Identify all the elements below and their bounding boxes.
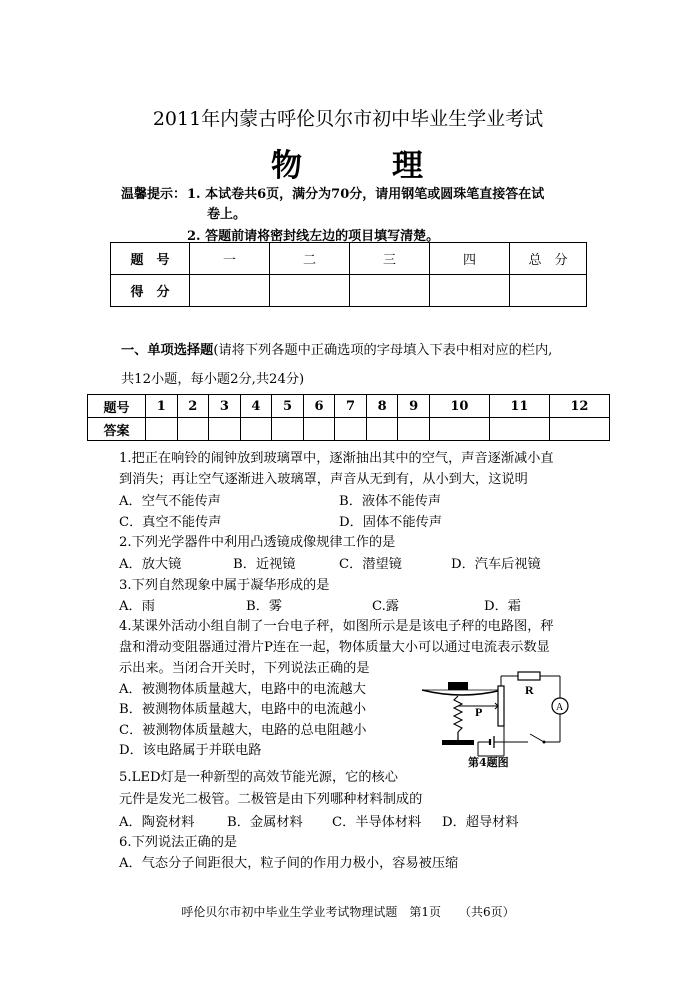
q2-stem: 2.下列光学器件中利用凸透镜成像规律工作的是: [119, 535, 396, 550]
answer-number: 4: [240, 395, 272, 418]
q5-option-b: B．金属材料: [227, 815, 303, 830]
answer-row: [88, 418, 610, 441]
score-cell: 四: [430, 243, 510, 275]
q3-option-b: B．雾: [246, 599, 283, 614]
q1-option-b: B．液体不能传声: [339, 494, 442, 509]
q1-option-c: C．真空不能传声: [119, 515, 222, 530]
answer-cell[interactable]: [489, 418, 549, 441]
q3-option-d: D．霜: [484, 599, 521, 614]
subject-char-2: 理: [392, 148, 425, 184]
q4-line2: 盘和滑动变阻器通过滑片P连在一起，物体质量大小可以通过电流表示数显: [119, 640, 550, 655]
q6-stem: 6.下列说法正确的是: [119, 835, 238, 850]
q2-option-c: C．潜望镜: [339, 557, 402, 572]
score-cell: 题 号: [111, 243, 190, 275]
answer-cell[interactable]: [366, 418, 398, 441]
tips-item1-line1: 1. 本试卷共6页，满分为70分，请用钢笔或圆珠笔直接答在试: [187, 187, 545, 202]
section1-heading: [121, 339, 552, 358]
label-r: R: [525, 683, 534, 697]
answer-number: 7: [335, 395, 367, 418]
answer-number: 6: [303, 395, 335, 418]
score-input-cell[interactable]: [190, 275, 270, 307]
page-footer: 呼伦贝尔市初中毕业生学业考试物理试题 第1页 （共6页）: [181, 905, 515, 919]
answer-cell[interactable]: [303, 418, 335, 441]
q5-line2: 元件是发光二极管。二极管是由下列哪种材料制成的: [119, 792, 423, 807]
score-input-cell[interactable]: [270, 275, 350, 307]
q5-option-c: C．半导体材料: [332, 815, 422, 830]
answer-cell[interactable]: [209, 418, 241, 441]
answer-number: 8: [366, 395, 398, 418]
answer-number: 11: [489, 395, 549, 418]
answer-cell[interactable]: [240, 418, 272, 441]
score-input-cell[interactable]: [350, 275, 430, 307]
answer-cell[interactable]: [429, 418, 489, 441]
q4-option-a: A．被测物体质量越大，电路中的电流越大: [119, 682, 366, 697]
q1-option-a: A．空气不能传声: [119, 494, 221, 509]
scale-object: [448, 682, 468, 690]
q2-option-d: D．汽车后视镜: [451, 557, 541, 572]
score-cell: 一: [190, 243, 270, 275]
section1-instruction2: 共12小题，每小题2分,共24分): [121, 372, 305, 387]
q5-option-a: A．陶瓷材料: [119, 815, 195, 830]
answer-cell[interactable]: [335, 418, 367, 441]
q5-option-d: D．超导材料: [442, 815, 519, 830]
label-a: A: [556, 702, 564, 713]
label-p: P: [475, 705, 483, 719]
q5-line1: 5.LED灯是一种新型的高效节能光源，它的核心: [119, 770, 398, 785]
answer-number: 5: [272, 395, 304, 418]
q1-line2: 到消失；再让空气逐渐进入玻璃罩，声音从无到有，从小到大，这说明: [119, 472, 528, 487]
q4-line3: 示出来。当闭合开关时，下列说法正确的是: [119, 661, 370, 676]
answer-cell[interactable]: [146, 418, 178, 441]
score-table: [110, 242, 587, 307]
q3-stem: 3.下列自然现象中属于凝华形成的是: [119, 578, 330, 593]
score-cell: 三: [350, 243, 430, 275]
circuit-diagram: [418, 668, 580, 766]
scale-pan: [422, 690, 502, 695]
score-input-cell[interactable]: [430, 275, 510, 307]
q6-option-a: A．气态分子间距很大，粒子间的作用力极小，容易被压缩: [119, 856, 459, 871]
subject-title: [0, 140, 696, 185]
scale-base: [442, 740, 474, 745]
subject-char-1: 物: [271, 148, 304, 184]
tips-item2: 2. 答题前请将密封线左边的项目填写清楚。: [187, 229, 440, 244]
answer-cell[interactable]: [398, 418, 430, 441]
answer-number: 9: [398, 395, 430, 418]
section1-heading-label: 一、单项选择题: [121, 343, 214, 358]
answer-number: 1: [146, 395, 178, 418]
tips-item1-line2: 卷上。: [207, 207, 247, 222]
answer-header-row: [88, 395, 610, 418]
score-cell: 得 分: [111, 275, 190, 307]
q1-option-d: D．固体不能传声: [339, 515, 442, 530]
answer-number: 2: [177, 395, 209, 418]
figure-caption: 第4题图: [468, 756, 509, 769]
spring: [454, 696, 462, 732]
answer-cell[interactable]: [272, 418, 304, 441]
score-cell: 总 分: [510, 243, 587, 275]
q4-option-d: D．该电路属于并联电路: [119, 743, 262, 758]
answer-cell[interactable]: [549, 418, 609, 441]
answer-number: 12: [549, 395, 609, 418]
score-header-row: [111, 243, 587, 275]
section1-instruction: (请将下列各题中正确选项的字母填入下表中相对应的栏内,: [213, 343, 553, 358]
q3-option-c: C.露: [372, 599, 399, 614]
rheostat: [498, 686, 504, 726]
answer-label: 答案: [88, 418, 146, 441]
q4-option-b: B．被测物体质量越大，电路中的电流越小: [119, 702, 367, 717]
q2-option-a: A．放大镜: [119, 557, 182, 572]
score-row: [111, 275, 587, 307]
answer-header-label: 题号: [88, 395, 146, 418]
score-input-cell[interactable]: [510, 275, 587, 307]
score-cell: 二: [270, 243, 350, 275]
answer-number: 3: [209, 395, 241, 418]
answer-table: [87, 394, 610, 441]
tips-label: 温馨提示：: [121, 187, 187, 202]
resistor-r: [518, 672, 540, 680]
q3-option-a: A．雨: [119, 599, 155, 614]
exam-title: 2011年内蒙古呼伦贝尔市初中毕业生学业考试: [152, 108, 544, 130]
q4-option-c: C．被测物体质量越大，电路的总电阻越小: [119, 723, 367, 738]
q4-line1: 4.某课外活动小组自制了一台电子秤，如图所示是是该电子秤的电路图，秤: [119, 619, 554, 634]
q1-line1: 1.把正在响铃的闹钟放到玻璃罩中，逐渐抽出其中的空气，声音逐渐减小直: [119, 451, 554, 466]
q2-option-b: B．近视镜: [233, 557, 296, 572]
answer-number: 10: [429, 395, 489, 418]
answer-cell[interactable]: [177, 418, 209, 441]
switch: [530, 734, 544, 742]
